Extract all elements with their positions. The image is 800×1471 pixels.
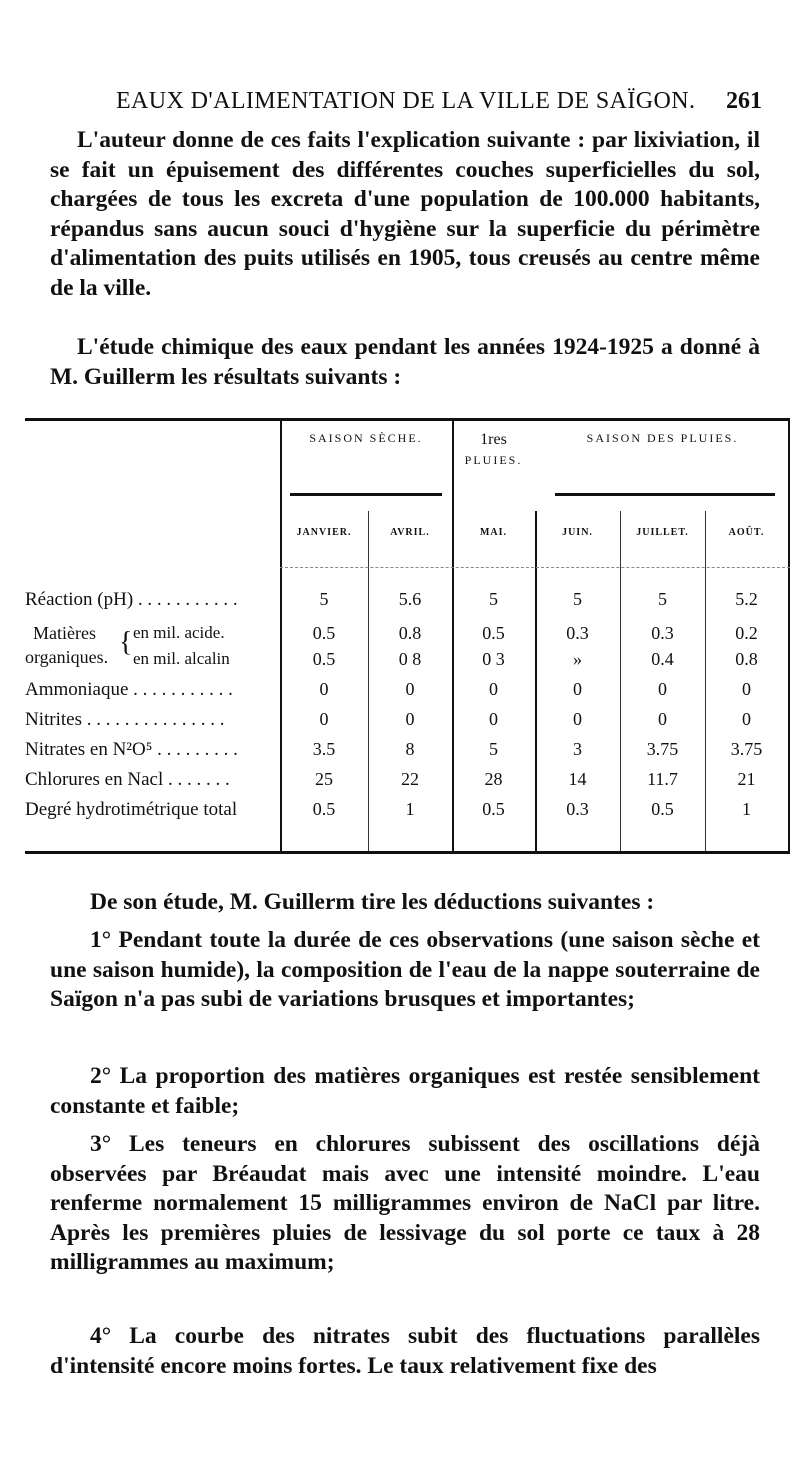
month-header: MAI. [479,527,508,538]
header-dry-season: SAISON SÈCHE. [309,431,423,445]
table-cell: 3.5 [312,739,336,759]
table-cell: 0 [742,679,751,699]
table-cell: 0.5 [482,623,505,643]
row-label: en mil. alcalin [133,649,230,668]
month-header: AOÛT. [728,527,765,538]
table-cell: 3 [573,739,582,759]
table-cell: 28 [484,769,503,789]
table-cell: 0.8 [735,649,758,669]
table-cell: 5 [319,589,329,609]
table-cell: 1 [405,799,415,819]
table-cell: 0.5 [482,799,505,819]
table-row [25,679,790,707]
table-cell: 1 [742,799,751,819]
table-cell: 0.5 [651,799,674,819]
table-cell: 5.2 [735,589,758,609]
row-brace: { [119,627,133,658]
row-label: en mil. acide. [133,623,225,642]
table-cell: 5 [489,589,498,609]
paragraph-deductions-intro: De son étude, M. Guillerm tire les déductions suivantes : [90,889,655,915]
table-row [25,739,790,767]
paragraph-explanation: L'auteur donne de ces faits l'explication suivante : par lixiviation, il se fait un épuisement des différentes couches superficielles du sol, chargées de tous les excreta d'une population de 100.000 habitants, répandus sans aucun souci d'hygiène sur la superficie du périmètre d'alimentation des puits utilisés en 1905, tous creusés au centre même de la ville. [50,127,760,301]
matieres-label: Matières [33,623,96,643]
table-cell: 0.5 [312,623,336,643]
row-label: Chlorures en Nacl . . . . . . . [25,769,230,790]
header-title: EAUX D'ALIMENTATION DE LA VILLE DE SAÏGON. [116,88,696,114]
table-cell: 0.3 [651,623,674,643]
header-rule [280,567,790,568]
row-label: Degré hydrotimétrique total [25,799,238,820]
brace-dry-season [290,493,442,496]
table-cell: » [573,649,582,669]
table-cell: 5 [489,739,498,759]
table-row [25,769,790,797]
table-cell: 8 [405,739,415,759]
table-cell: 3.75 [730,739,763,759]
first-rains-label: PLUIES. [464,453,523,467]
paragraph-deduction-3: 3° Les teneurs en chlorures subissent des oscillations déjà observées par Bréaudat mais avec une intensité moindre. L'eau renferme normalement 15 milligrammes environ de NaCl par litre. Après les premières pluies de lessivage du sol porte ce taux à 28 milligrammes au maximum; [50,1131,760,1275]
month-header: AVRIL. [390,527,430,538]
month-header: JANVIER. [296,527,352,538]
table-cell: 25 [315,769,333,789]
running-header [50,82,762,122]
table-cell: 14 [568,769,587,789]
table-cell: 0 [405,709,415,729]
table-cell: 0.2 [735,623,758,643]
table-cell: 0 [319,679,329,699]
table-cell: 0 [658,679,667,699]
table-cell: 0 [658,709,667,729]
table-cell: 5 [658,589,667,609]
paragraph-deduction-1: 1° Pendant toute la durée de ces observations (une saison sèche et une saison humide), la composition de l'eau de la nappe souterraine de Saïgon n'a pas subi de variations brusques et importantes; [50,927,760,1012]
table-cell: 0 [319,709,329,729]
table-cell: 0.3 [566,799,589,819]
table-cell: 5.6 [398,589,422,609]
row-label: Nitrates en N²O⁵ . . . . . . . . . [25,739,238,760]
paragraph-deduction-2: 2° La proportion des matières organiques est restée sensiblement constante et faible; [50,1063,760,1119]
organiques-label: organiques. [25,647,109,667]
table-cell: 0.4 [651,649,674,669]
table-cell: 3.75 [646,739,679,759]
row-label: Nitrites . . . . . . . . . . . . . . . [25,709,225,730]
table-cell: 21 [737,769,756,789]
first-rains-ordinal: 1res [480,431,507,448]
header-rainy-season: SAISON DES PLUIES. [586,431,739,445]
table-row [25,623,790,651]
table-cell: 22 [401,769,419,789]
table-cell: 0.5 [312,649,336,669]
table-cell: 0 [489,709,498,729]
table-cell: 5 [573,589,582,609]
table-cell: 0 [742,709,751,729]
table-row [25,589,790,617]
table-cell: 0 [489,679,498,699]
table-row [25,649,790,677]
table-cell: 0 [573,679,582,699]
table-cell: 0 3 [482,649,505,669]
row-label: Ammoniaque . . . . . . . . . . . [25,679,233,700]
paragraph-deduction-4: 4° La courbe des nitrates subit des fluctuations parallèles d'intensité encore moins fortes. Le taux relativement fixe des [50,1323,760,1379]
table-cell: 0 [405,679,415,699]
table-cell: 0.5 [312,799,336,819]
table-cell: 0 8 [398,649,422,669]
table-cell: 0 [573,709,582,729]
table-cell: 0.3 [566,623,589,643]
table-row [25,799,790,827]
month-header: JUIN. [562,527,593,538]
table-cell: 11.7 [647,769,678,789]
header-first-rains [452,431,535,468]
page-number: 261 [726,88,762,114]
brace-rainy-season [555,493,775,496]
results-table [25,418,790,854]
table-cell: 0.8 [398,623,422,643]
row-label: Réaction (pH) . . . . . . . . . . . [25,589,238,610]
paragraph-chemical-study: L'étude chimique des eaux pendant les années 1924-1925 a donné à M. Guillerm les résultats suivants : [50,334,760,390]
table-row [25,709,790,737]
month-header: JUILLET. [636,527,689,538]
